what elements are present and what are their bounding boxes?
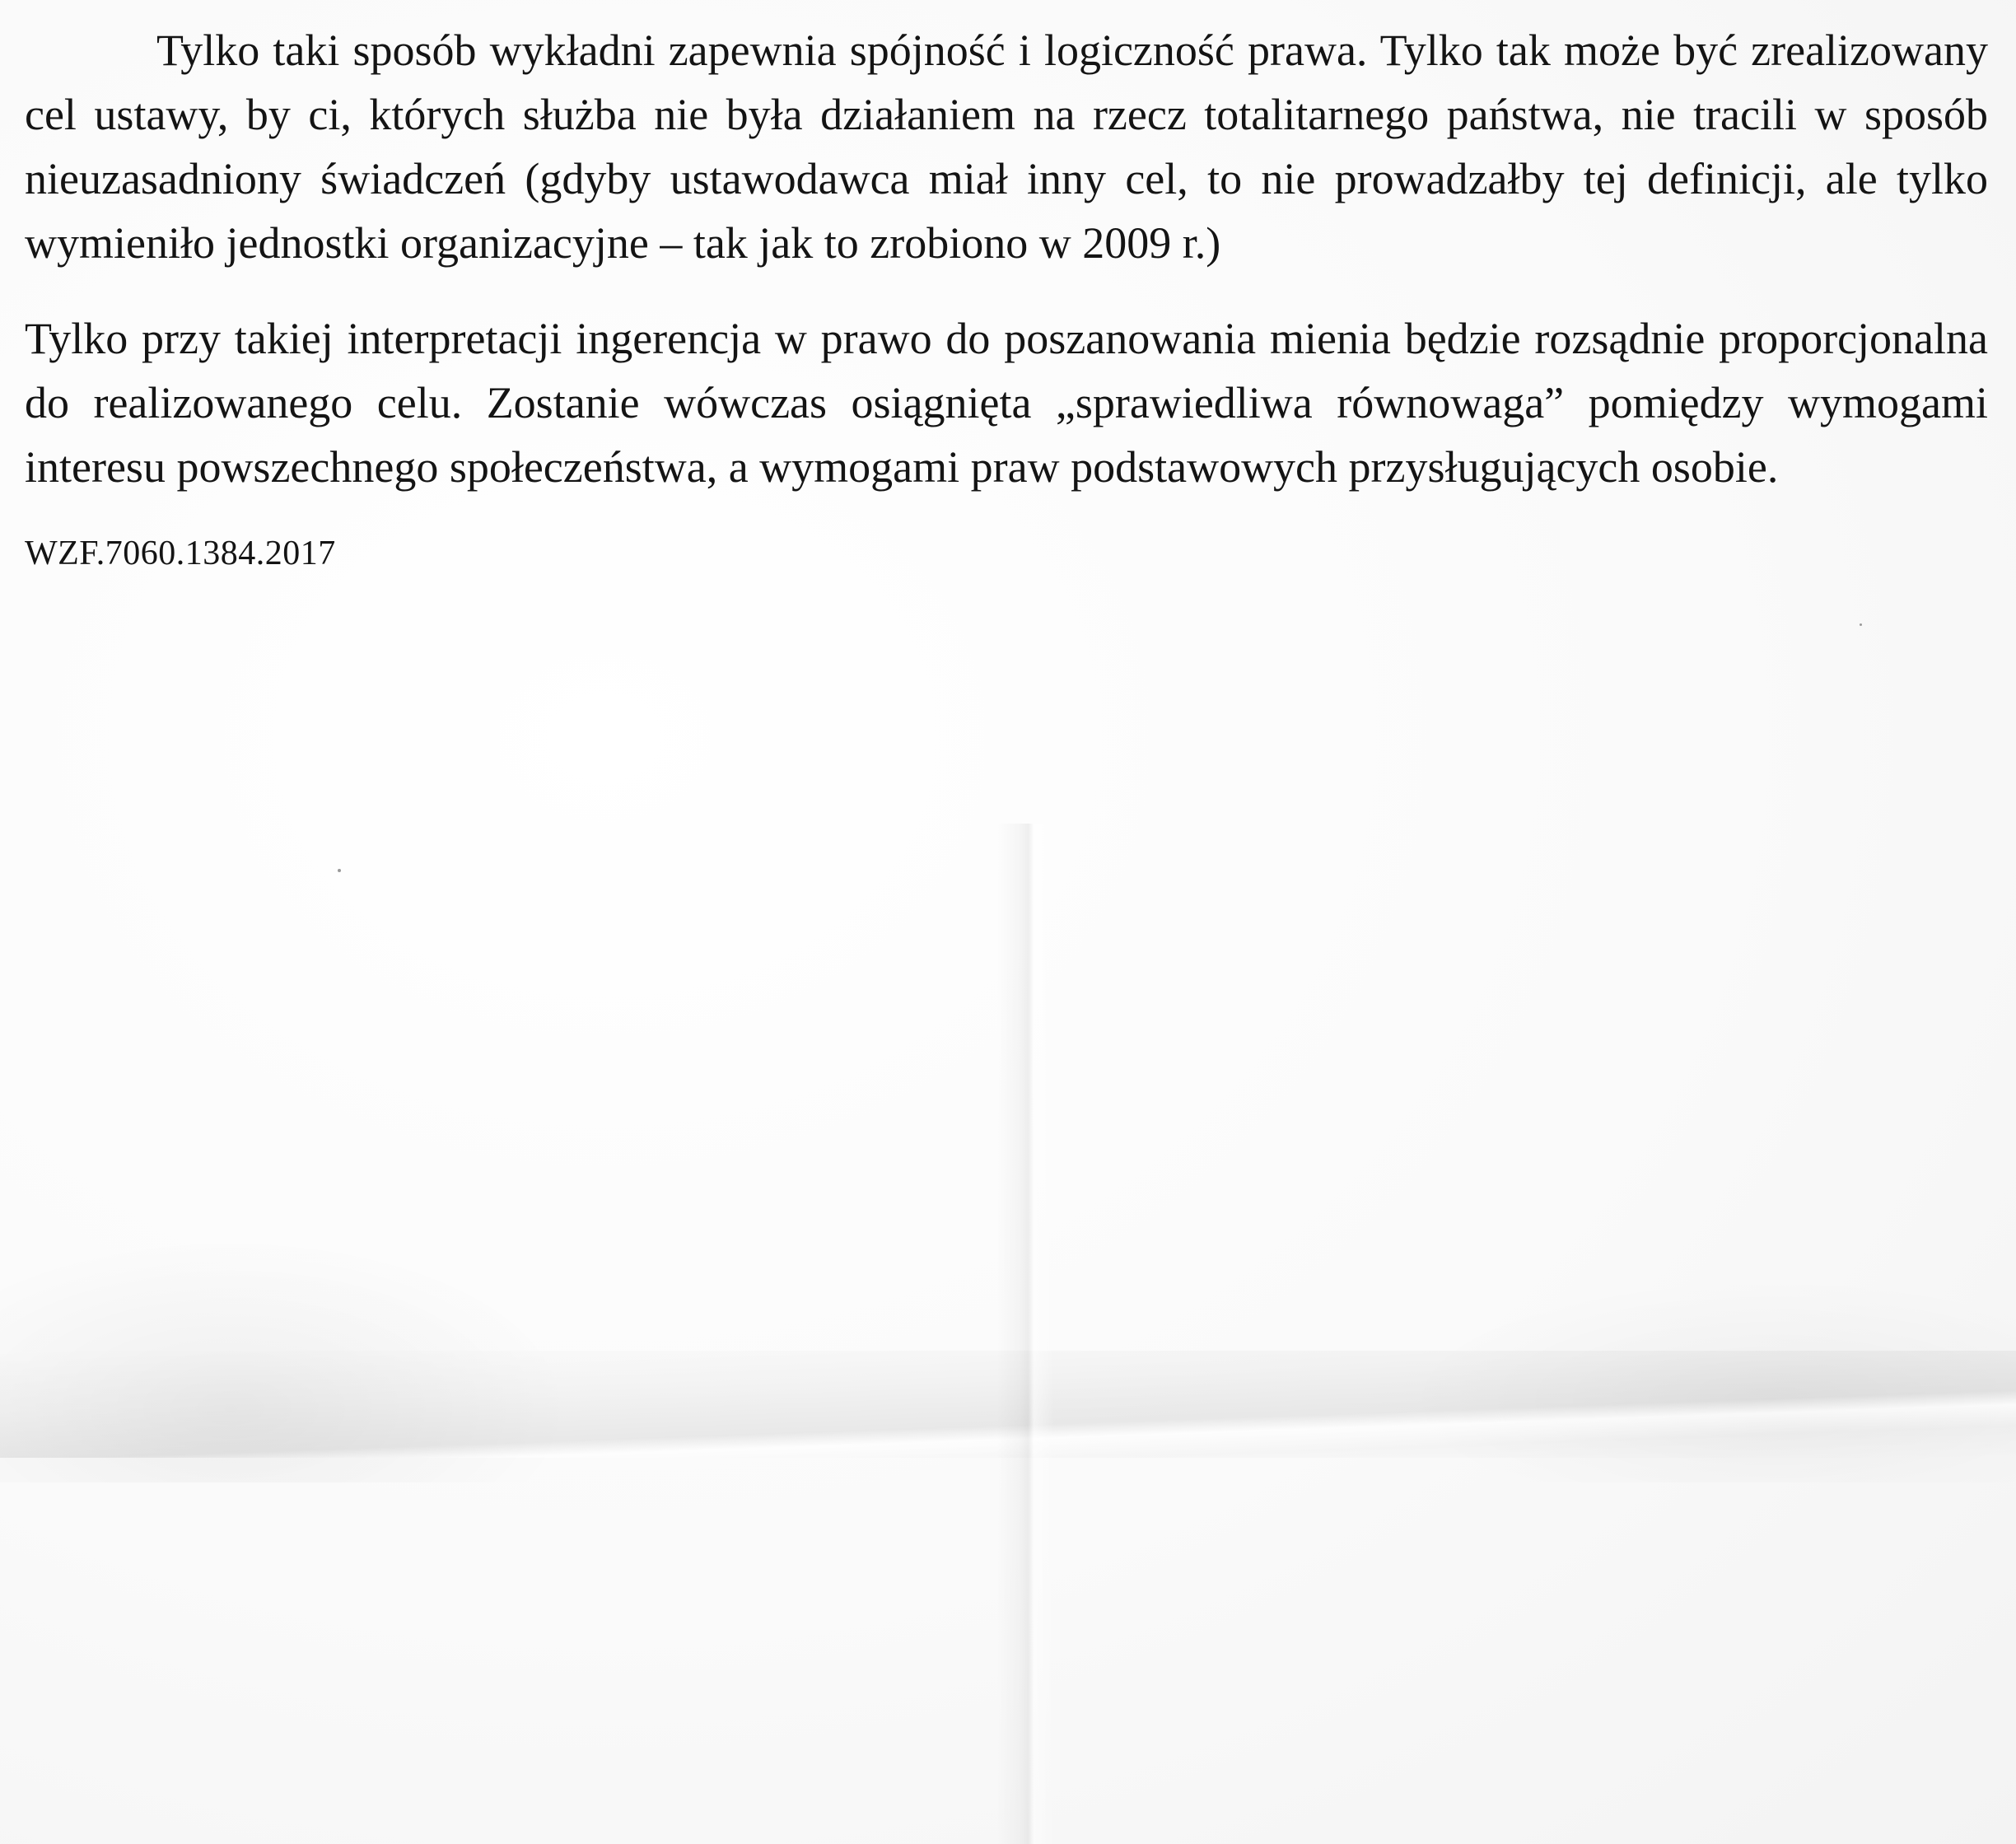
- paragraph-proportionality: Tylko przy takiej interpretacji ingerencja w prawo do poszanowania mienia będzie rozsądnie proporcjonalna do realizowanego celu. Zostanie wówczas osiągnięta „sprawiedliwa równowaga” pomiędzy wymogami interesu powszechnego społeczeństwa, a wymogami praw podstawowych przysługujących osobie.: [25, 314, 1988, 492]
- document-body: [25, 18, 1988, 577]
- paper-fold-crease: [0, 1351, 2016, 1458]
- paper-shadow: [0, 1235, 576, 1482]
- paragraph-interpretation-coherence: Tylko taki sposób wykładni zapewnia spójność i logiczność prawa. Tylko tak może być zrealizowany cel ustawy, by ci, których służba nie była działaniem na rzecz totalitarnego państwa, nie tracili w sposób nieuzasadniony świadczeń (gdyby ustawodawca miał inny cel, to nie prowadzałby tej definicji, ale tylko wymieniło jednostki organizacyjne – tak jak to zrobiono w 2009 r.): [25, 26, 1988, 268]
- paper-shadow: [1400, 1277, 2016, 1482]
- scan-speck: [338, 869, 341, 872]
- scan-speck: [1860, 623, 1862, 626]
- case-reference-number: WZF.7060.1384.2017: [25, 535, 336, 572]
- paper-fold-crease: [996, 824, 1054, 1844]
